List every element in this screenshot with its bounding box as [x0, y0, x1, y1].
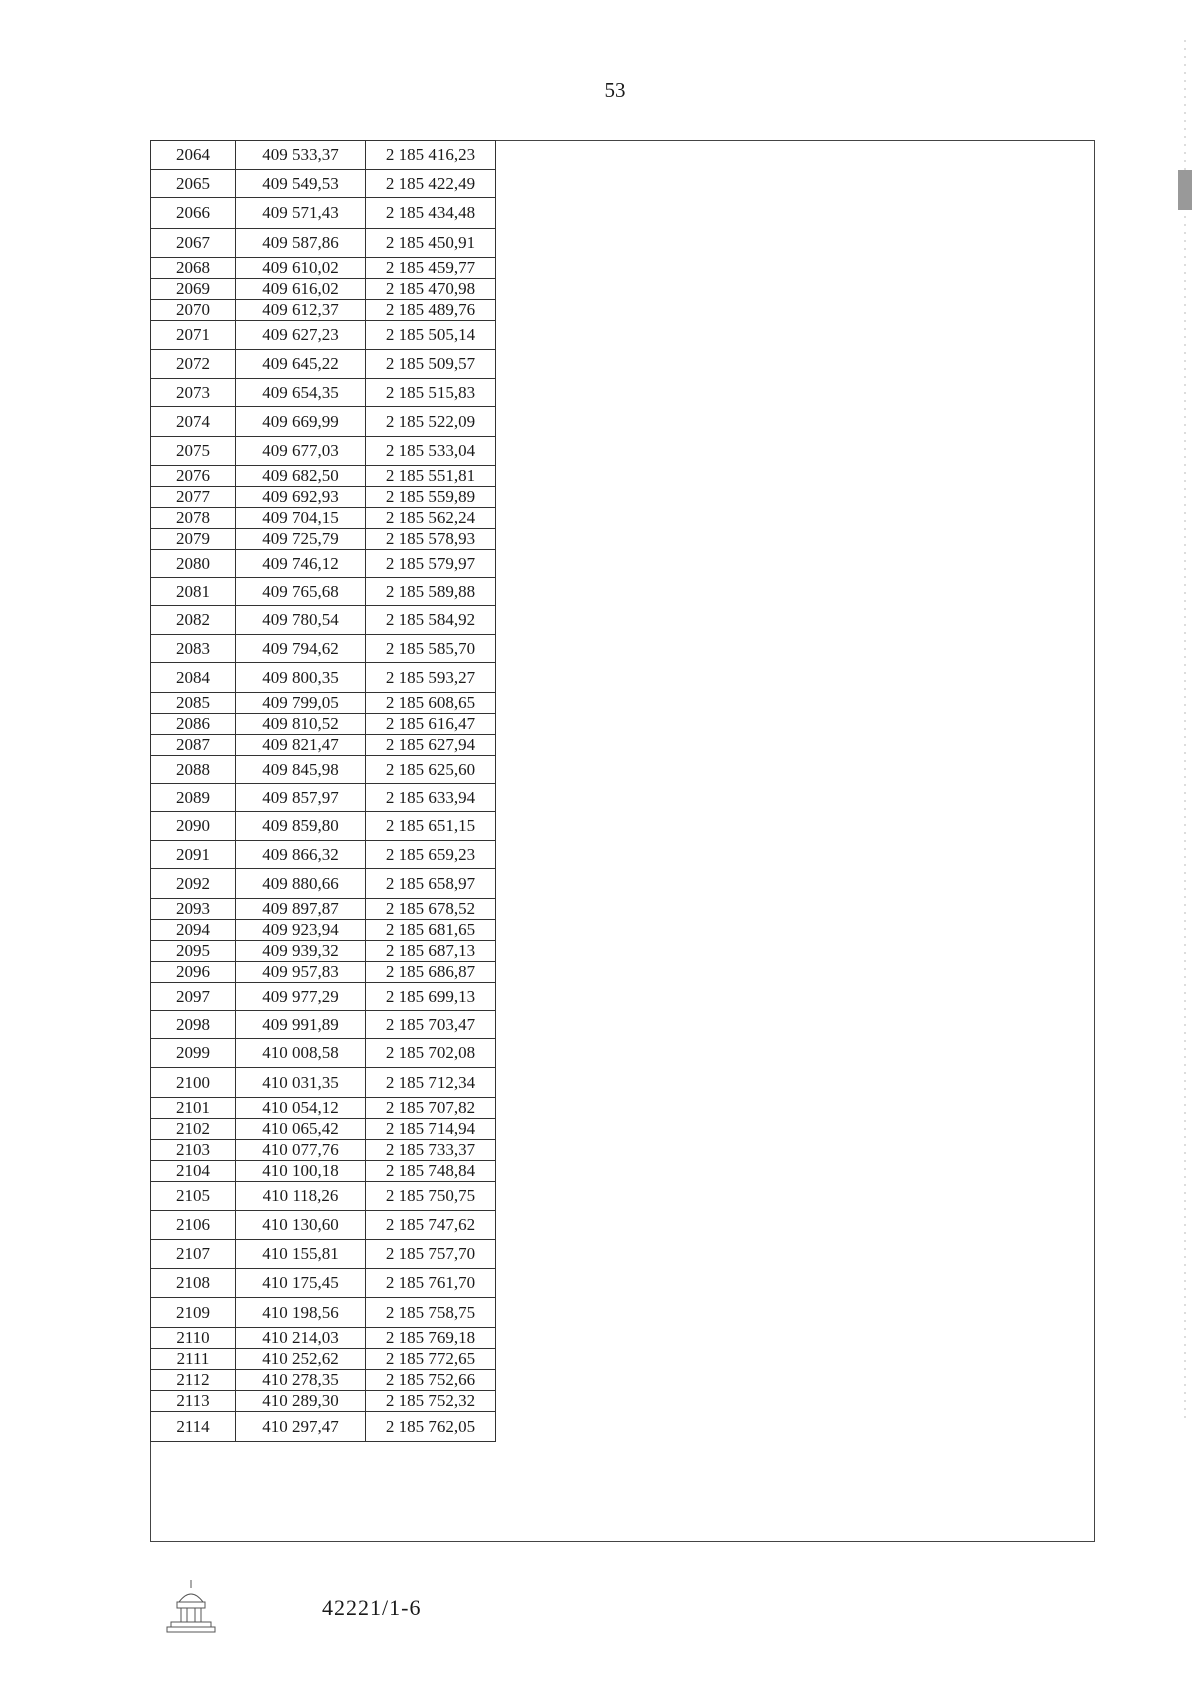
point-number-cell: 2101	[151, 1098, 236, 1119]
point-number-cell: 2070	[151, 300, 236, 321]
table-row	[151, 714, 496, 735]
x-coordinate-cell: 409 669,99	[236, 407, 366, 437]
table-row	[151, 1119, 496, 1140]
table-row	[151, 466, 496, 487]
point-number-cell: 2087	[151, 735, 236, 756]
table-row	[151, 735, 496, 756]
y-coordinate-cell: 2 185 559,89	[366, 487, 496, 508]
x-coordinate-cell: 409 859,80	[236, 812, 366, 841]
scan-edge-marks	[1178, 40, 1192, 1420]
y-coordinate-cell: 2 185 750,75	[366, 1182, 496, 1211]
y-coordinate-cell: 2 185 489,76	[366, 300, 496, 321]
y-coordinate-cell: 2 185 707,82	[366, 1098, 496, 1119]
point-number-cell: 2073	[151, 379, 236, 407]
x-coordinate-cell: 409 654,35	[236, 379, 366, 407]
x-coordinate-cell: 409 692,93	[236, 487, 366, 508]
x-coordinate-cell: 409 794,62	[236, 635, 366, 663]
point-number-cell: 2086	[151, 714, 236, 735]
y-coordinate-cell: 2 185 733,37	[366, 1140, 496, 1161]
x-coordinate-cell: 409 612,37	[236, 300, 366, 321]
y-coordinate-cell: 2 185 651,15	[366, 812, 496, 841]
point-number-cell: 2078	[151, 508, 236, 529]
x-coordinate-cell: 409 939,32	[236, 941, 366, 962]
point-number-cell: 2093	[151, 899, 236, 920]
point-number-cell: 2097	[151, 983, 236, 1011]
x-coordinate-cell: 409 677,03	[236, 437, 366, 466]
table-row	[151, 693, 496, 714]
x-coordinate-cell: 409 765,68	[236, 578, 366, 606]
table-row	[151, 321, 496, 350]
point-number-cell: 2082	[151, 606, 236, 635]
x-coordinate-cell: 409 533,37	[236, 141, 366, 170]
table-row	[151, 941, 496, 962]
x-coordinate-cell: 409 977,29	[236, 983, 366, 1011]
x-coordinate-cell: 409 866,32	[236, 841, 366, 869]
x-coordinate-cell: 409 821,47	[236, 735, 366, 756]
y-coordinate-cell: 2 185 762,05	[366, 1412, 496, 1442]
y-coordinate-cell: 2 185 625,60	[366, 756, 496, 784]
y-coordinate-cell: 2 185 772,65	[366, 1349, 496, 1370]
x-coordinate-cell: 409 645,22	[236, 350, 366, 379]
point-number-cell: 2067	[151, 229, 236, 258]
point-number-cell: 2111	[151, 1349, 236, 1370]
y-coordinate-cell: 2 185 752,66	[366, 1370, 496, 1391]
x-coordinate-cell: 410 297,47	[236, 1412, 366, 1442]
x-coordinate-cell: 410 100,18	[236, 1161, 366, 1182]
point-number-cell: 2107	[151, 1240, 236, 1269]
table-row	[151, 1328, 496, 1349]
x-coordinate-cell: 409 587,86	[236, 229, 366, 258]
table-row	[151, 899, 496, 920]
y-coordinate-cell: 2 185 769,18	[366, 1328, 496, 1349]
y-coordinate-cell: 2 185 450,91	[366, 229, 496, 258]
point-number-cell: 2092	[151, 869, 236, 899]
table-row	[151, 279, 496, 300]
x-coordinate-cell: 409 780,54	[236, 606, 366, 635]
y-coordinate-cell: 2 185 678,52	[366, 899, 496, 920]
table-row	[151, 920, 496, 941]
table-row	[151, 437, 496, 466]
page-number: 53	[604, 78, 626, 102]
table-row	[151, 1140, 496, 1161]
x-coordinate-cell: 409 704,15	[236, 508, 366, 529]
table-row	[151, 1391, 496, 1412]
point-number-cell: 2074	[151, 407, 236, 437]
point-number-cell: 2084	[151, 663, 236, 693]
table-row	[151, 1098, 496, 1119]
x-coordinate-cell: 409 616,02	[236, 279, 366, 300]
point-number-cell: 2081	[151, 578, 236, 606]
point-number-cell: 2069	[151, 279, 236, 300]
table-row	[151, 1349, 496, 1370]
table-row	[151, 487, 496, 508]
x-coordinate-cell: 409 810,52	[236, 714, 366, 735]
x-coordinate-cell: 409 799,05	[236, 693, 366, 714]
point-number-cell: 2112	[151, 1370, 236, 1391]
y-coordinate-cell: 2 185 589,88	[366, 578, 496, 606]
point-number-cell: 2105	[151, 1182, 236, 1211]
table-row	[151, 606, 496, 635]
y-coordinate-cell: 2 185 608,65	[366, 693, 496, 714]
table-row	[151, 1269, 496, 1298]
y-coordinate-cell: 2 185 533,04	[366, 437, 496, 466]
y-coordinate-cell: 2 185 752,32	[366, 1391, 496, 1412]
x-coordinate-cell: 409 725,79	[236, 529, 366, 550]
building-emblem-icon	[165, 1578, 217, 1634]
x-coordinate-cell: 409 957,83	[236, 962, 366, 983]
x-coordinate-cell: 409 627,23	[236, 321, 366, 350]
y-coordinate-cell: 2 185 515,83	[366, 379, 496, 407]
point-number-cell: 2110	[151, 1328, 236, 1349]
x-coordinate-cell: 409 800,35	[236, 663, 366, 693]
point-number-cell: 2103	[151, 1140, 236, 1161]
y-coordinate-cell: 2 185 459,77	[366, 258, 496, 279]
x-coordinate-cell: 410 077,76	[236, 1140, 366, 1161]
table-row	[151, 962, 496, 983]
table-row	[151, 550, 496, 578]
point-number-cell: 2083	[151, 635, 236, 663]
table-row	[151, 529, 496, 550]
table-row	[151, 407, 496, 437]
y-coordinate-cell: 2 185 758,75	[366, 1298, 496, 1328]
y-coordinate-cell: 2 185 505,14	[366, 321, 496, 350]
y-coordinate-cell: 2 185 578,93	[366, 529, 496, 550]
point-number-cell: 2066	[151, 198, 236, 229]
y-coordinate-cell: 2 185 686,87	[366, 962, 496, 983]
x-coordinate-cell: 409 571,43	[236, 198, 366, 229]
document-code: 42221/1-6	[322, 1595, 422, 1620]
y-coordinate-cell: 2 185 747,62	[366, 1211, 496, 1240]
table-row	[151, 578, 496, 606]
table-row	[151, 1211, 496, 1240]
point-number-cell: 2090	[151, 812, 236, 841]
point-number-cell: 2075	[151, 437, 236, 466]
point-number-cell: 2091	[151, 841, 236, 869]
point-number-cell: 2076	[151, 466, 236, 487]
table-row	[151, 663, 496, 693]
y-coordinate-cell: 2 185 522,09	[366, 407, 496, 437]
x-coordinate-cell: 410 278,35	[236, 1370, 366, 1391]
table-row	[151, 198, 496, 229]
x-coordinate-cell: 410 289,30	[236, 1391, 366, 1412]
x-coordinate-cell: 410 155,81	[236, 1240, 366, 1269]
table-row	[151, 756, 496, 784]
x-coordinate-cell: 410 054,12	[236, 1098, 366, 1119]
y-coordinate-cell: 2 185 659,23	[366, 841, 496, 869]
coordinates-table	[150, 140, 496, 1442]
y-coordinate-cell: 2 185 757,70	[366, 1240, 496, 1269]
x-coordinate-cell: 410 065,42	[236, 1119, 366, 1140]
table-row	[151, 1039, 496, 1068]
point-number-cell: 2106	[151, 1211, 236, 1240]
x-coordinate-cell: 410 130,60	[236, 1211, 366, 1240]
table-row	[151, 841, 496, 869]
table-row	[151, 812, 496, 841]
point-number-cell: 2077	[151, 487, 236, 508]
point-number-cell: 2102	[151, 1119, 236, 1140]
y-coordinate-cell: 2 185 562,24	[366, 508, 496, 529]
table-row	[151, 300, 496, 321]
point-number-cell: 2089	[151, 784, 236, 812]
y-coordinate-cell: 2 185 702,08	[366, 1039, 496, 1068]
y-coordinate-cell: 2 185 748,84	[366, 1161, 496, 1182]
table-row	[151, 1298, 496, 1328]
table-row	[151, 1240, 496, 1269]
x-coordinate-cell: 409 857,97	[236, 784, 366, 812]
x-coordinate-cell: 409 682,50	[236, 466, 366, 487]
y-coordinate-cell: 2 185 627,94	[366, 735, 496, 756]
y-coordinate-cell: 2 185 681,65	[366, 920, 496, 941]
table-row	[151, 508, 496, 529]
y-coordinate-cell: 2 185 416,23	[366, 141, 496, 170]
point-number-cell: 2114	[151, 1412, 236, 1442]
x-coordinate-cell: 410 175,45	[236, 1269, 366, 1298]
x-coordinate-cell: 410 198,56	[236, 1298, 366, 1328]
y-coordinate-cell: 2 185 699,13	[366, 983, 496, 1011]
y-coordinate-cell: 2 185 761,70	[366, 1269, 496, 1298]
table-row	[151, 258, 496, 279]
x-coordinate-cell: 410 118,26	[236, 1182, 366, 1211]
y-coordinate-cell: 2 185 584,92	[366, 606, 496, 635]
x-coordinate-cell: 410 252,62	[236, 1349, 366, 1370]
x-coordinate-cell: 410 008,58	[236, 1039, 366, 1068]
x-coordinate-cell: 410 031,35	[236, 1068, 366, 1098]
y-coordinate-cell: 2 185 687,13	[366, 941, 496, 962]
point-number-cell: 2064	[151, 141, 236, 170]
x-coordinate-cell: 409 549,53	[236, 170, 366, 198]
y-coordinate-cell: 2 185 714,94	[366, 1119, 496, 1140]
point-number-cell: 2080	[151, 550, 236, 578]
x-coordinate-cell: 409 880,66	[236, 869, 366, 899]
point-number-cell: 2108	[151, 1269, 236, 1298]
point-number-cell: 2109	[151, 1298, 236, 1328]
coordinates-table-body	[151, 141, 496, 1442]
x-coordinate-cell: 409 746,12	[236, 550, 366, 578]
y-coordinate-cell: 2 185 509,57	[366, 350, 496, 379]
y-coordinate-cell: 2 185 658,97	[366, 869, 496, 899]
y-coordinate-cell: 2 185 470,98	[366, 279, 496, 300]
x-coordinate-cell: 409 845,98	[236, 756, 366, 784]
x-coordinate-cell: 409 991,89	[236, 1011, 366, 1039]
point-number-cell: 2068	[151, 258, 236, 279]
point-number-cell: 2096	[151, 962, 236, 983]
y-coordinate-cell: 2 185 579,97	[366, 550, 496, 578]
table-row	[151, 170, 496, 198]
point-number-cell: 2079	[151, 529, 236, 550]
x-coordinate-cell: 409 897,87	[236, 899, 366, 920]
table-row	[151, 1370, 496, 1391]
table-row	[151, 379, 496, 407]
table-row	[151, 1011, 496, 1039]
x-coordinate-cell: 410 214,03	[236, 1328, 366, 1349]
table-row	[151, 983, 496, 1011]
table-row	[151, 784, 496, 812]
x-coordinate-cell: 409 923,94	[236, 920, 366, 941]
table-row	[151, 1161, 496, 1182]
point-number-cell: 2100	[151, 1068, 236, 1098]
point-number-cell: 2104	[151, 1161, 236, 1182]
y-coordinate-cell: 2 185 712,34	[366, 1068, 496, 1098]
y-coordinate-cell: 2 185 434,48	[366, 198, 496, 229]
point-number-cell: 2098	[151, 1011, 236, 1039]
table-row	[151, 1412, 496, 1442]
point-number-cell: 2095	[151, 941, 236, 962]
table-row	[151, 869, 496, 899]
point-number-cell: 2094	[151, 920, 236, 941]
point-number-cell: 2072	[151, 350, 236, 379]
y-coordinate-cell: 2 185 551,81	[366, 466, 496, 487]
y-coordinate-cell: 2 185 703,47	[366, 1011, 496, 1039]
table-row	[151, 1182, 496, 1211]
y-coordinate-cell: 2 185 422,49	[366, 170, 496, 198]
y-coordinate-cell: 2 185 616,47	[366, 714, 496, 735]
table-row	[151, 141, 496, 170]
point-number-cell: 2085	[151, 693, 236, 714]
point-number-cell: 2071	[151, 321, 236, 350]
point-number-cell: 2088	[151, 756, 236, 784]
point-number-cell: 2113	[151, 1391, 236, 1412]
point-number-cell: 2099	[151, 1039, 236, 1068]
table-row	[151, 1068, 496, 1098]
table-row	[151, 635, 496, 663]
point-number-cell: 2065	[151, 170, 236, 198]
x-coordinate-cell: 409 610,02	[236, 258, 366, 279]
y-coordinate-cell: 2 185 633,94	[366, 784, 496, 812]
table-row	[151, 350, 496, 379]
y-coordinate-cell: 2 185 593,27	[366, 663, 496, 693]
table-row	[151, 229, 496, 258]
y-coordinate-cell: 2 185 585,70	[366, 635, 496, 663]
